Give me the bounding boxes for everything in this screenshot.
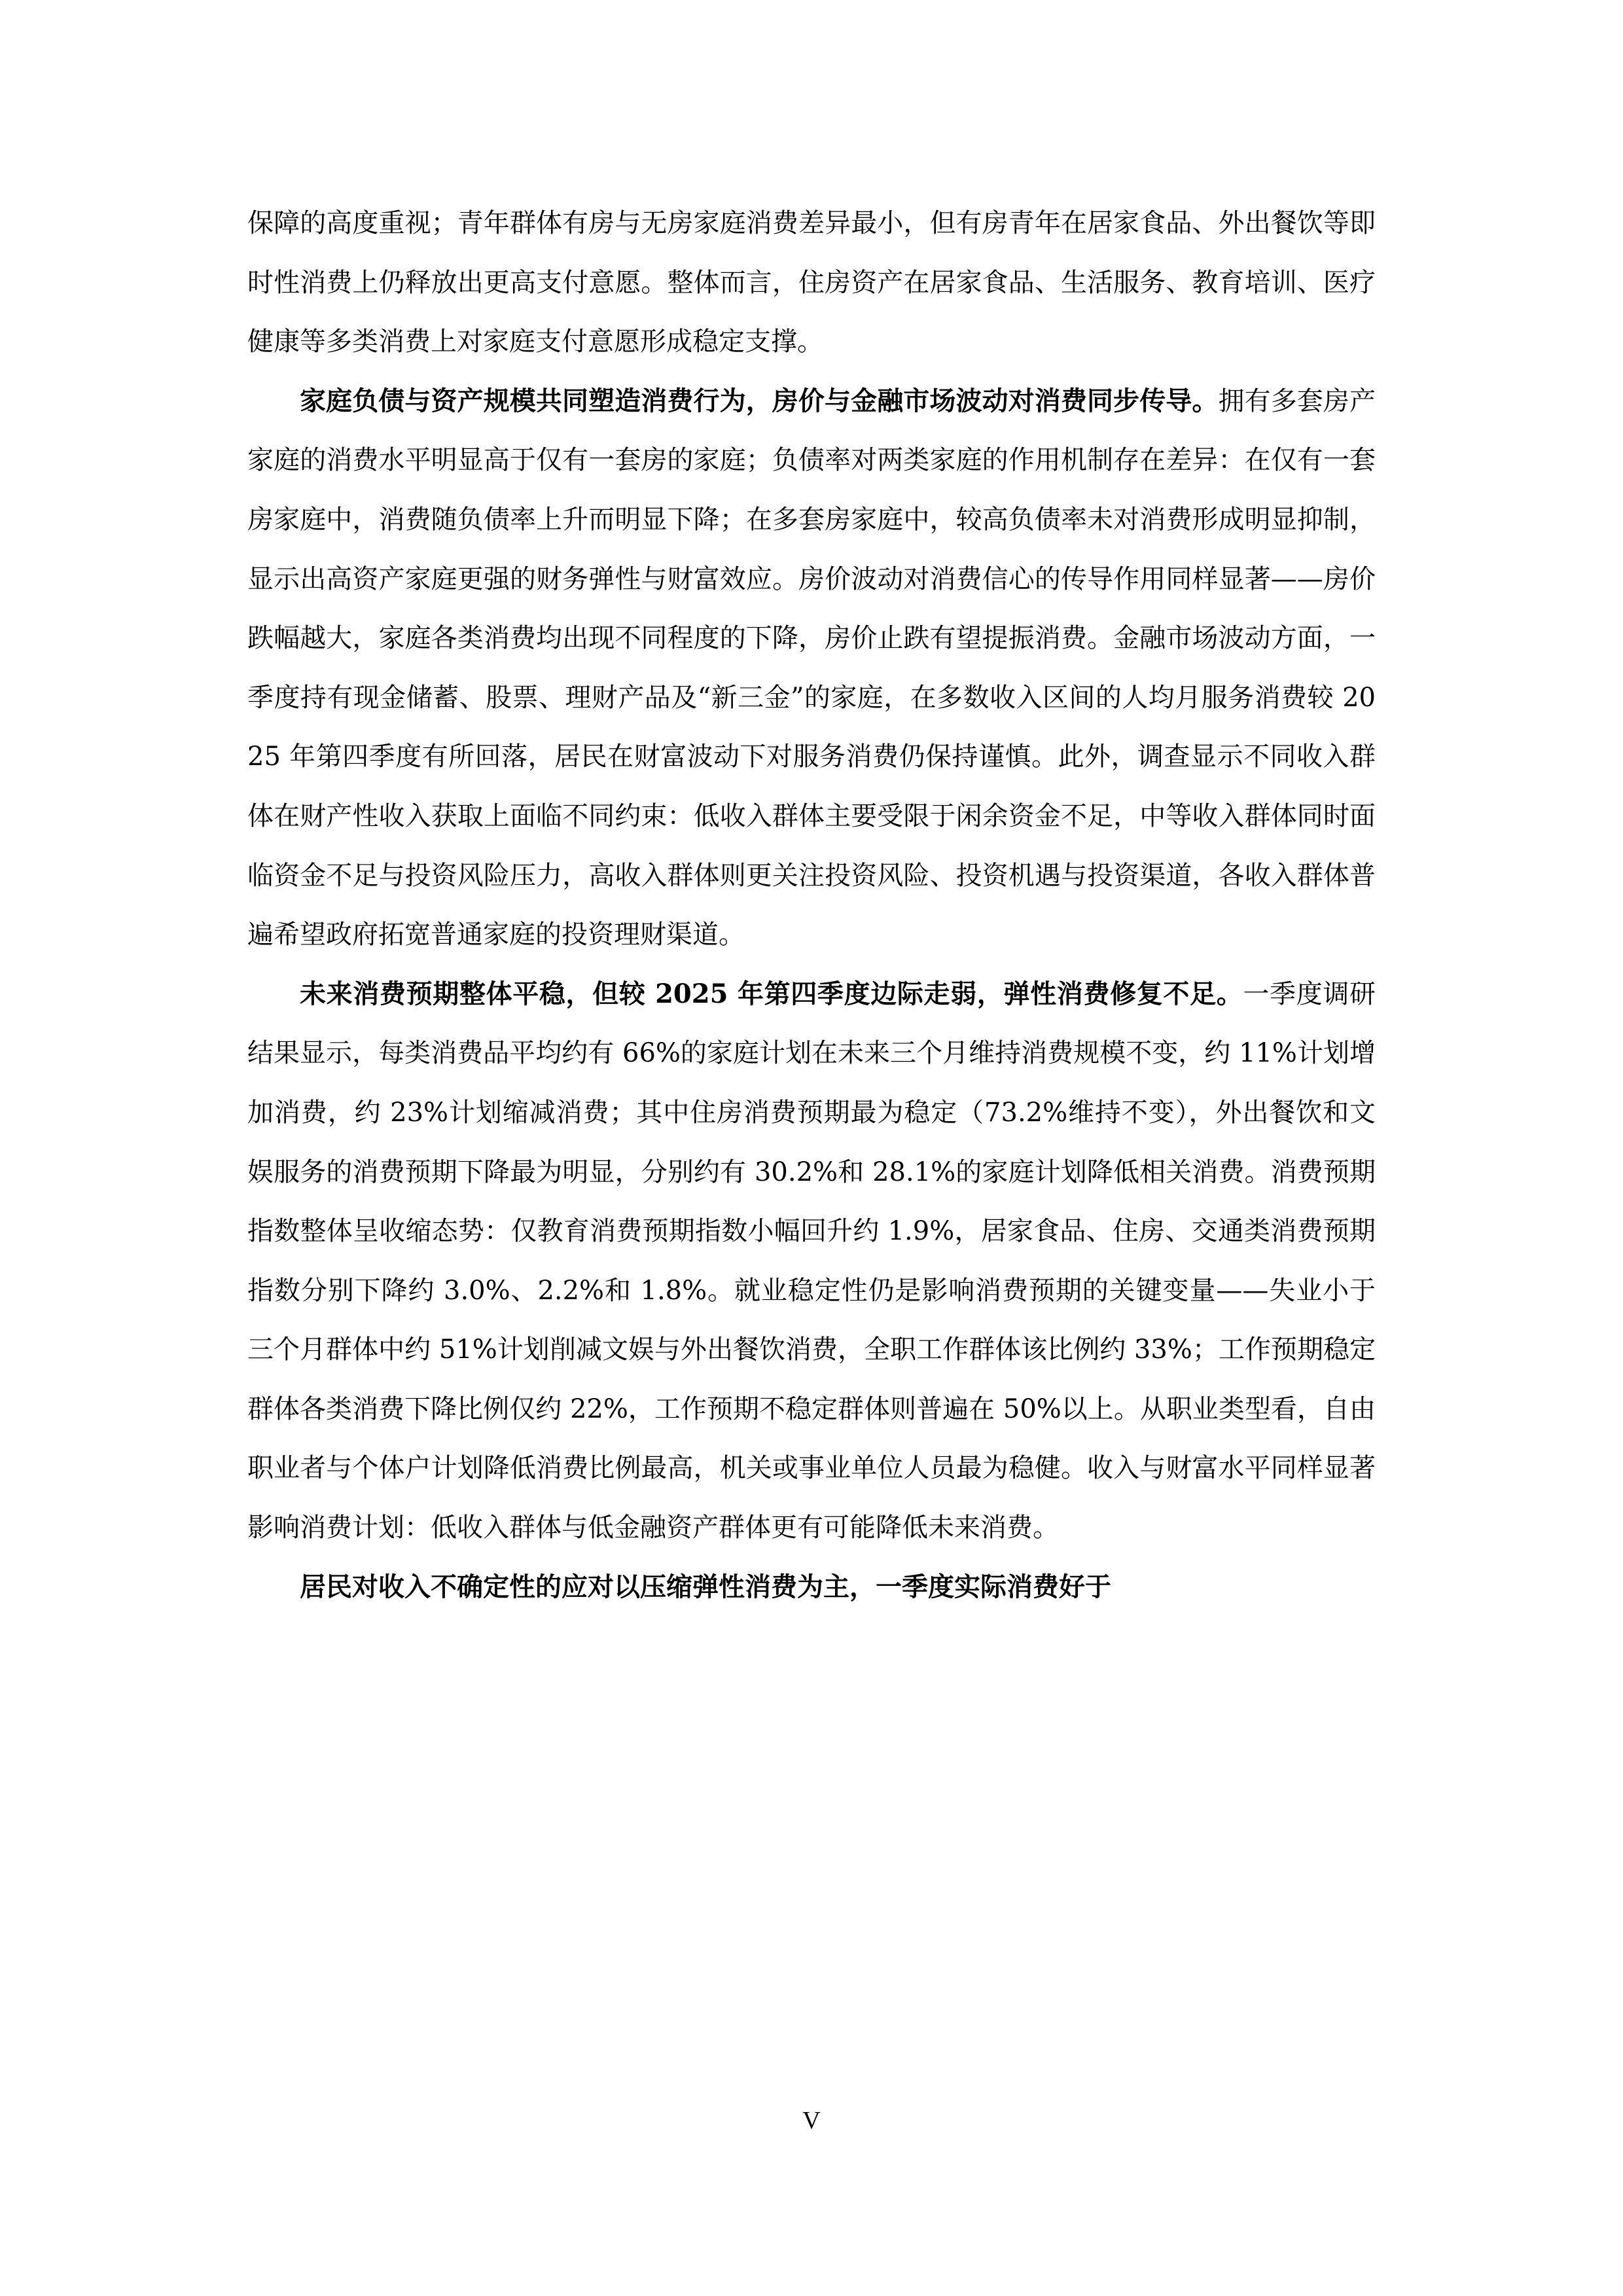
paragraph-lead: 家庭负债与资产规模共同塑造消费行为，房价与金融市场波动对消费同步传导。 [300, 385, 1219, 416]
body-text [247, 194, 1376, 1617]
paragraph-body: 一季度调研结果显示，每类消费品平均约有 66%的家庭计划在未来三个月维持消费规模不变，约 11%计划增加消费，约 23%计划缩减消费；其中住房消费预期最为稳定（73.2%维持不变），外出餐饮和文娱服务的消费预期下降最为明显，分别约有 30.2%和 28.1%的家庭计划降低相关消费。消费预期指数整体呈收缩态势：仅教育消费预期指数小幅回升约 1.9%，居家食品、住房、交通类消费预期指数分别下降约 3.0%、2.2%和 1.8%。就业稳定性仍是影响消费预期的关键变量——失业小于三个月群体中约 51%计划削减文娱与外出餐饮消费，全职工作群体该比例约 33%；工作预期稳定群体各类消费下降比例仅约 22%，工作预期不稳定群体则普遍在 50%以上。从职业类型看，自由职业者与个体户计划降低消费比例最高，机关或事业单位人员最为稳健。收入与财富水平同样显著影响消费计划：低收入群体与低金融资产群体更有可能降低未来消费。 [247, 978, 1376, 1543]
paragraph-debt-assets [247, 372, 1376, 965]
paragraph-lead: 居民对收入不确定性的应对以压缩弹性消费为主，一季度实际消费好于 [300, 1571, 1111, 1602]
paragraph-income-uncertainty [247, 1558, 1376, 1617]
page-number: V [802, 2107, 821, 2134]
paragraph-body: 拥有多套房产家庭的消费水平明显高于仅有一套房的家庭；负债率对两类家庭的作用机制存在差异：在仅有一套房家庭中，消费随负债率上升而明显下降；在多套房家庭中，较高负债率未对消费形成明显抑制，显示出高资产家庭更强的财务弹性与财富效应。房价波动对消费信心的传导作用同样显著——房价跌幅越大，家庭各类消费均出现不同程度的下降，房价止跌有望提振消费。金融市场波动方面，一季度持有现金储蓄、股票、理财产品及“新三金”的家庭，在多数收入区间的人均月服务消费较 2025 年第四季度有所回落，居民在财富波动下对服务消费仍保持谨慎。此外，调查显示不同收入群体在财产性收入获取上面临不同约束：低收入群体主要受限于闲余资金不足，中等收入群体同时面临资金不足与投资风险压力，高收入群体则更关注投资风险、投资机遇与投资渠道，各收入群体普遍希望政府拓宽普通家庭的投资理财渠道。 [247, 386, 1376, 950]
paragraph-lead: 未来消费预期整体平稳，但较 2025 年第四季度边际走弱，弹性消费修复不足。 [300, 978, 1243, 1009]
paragraph-continuation [247, 194, 1376, 372]
paragraph-body: 保障的高度重视；青年群体有房与无房家庭消费差异最小，但有房青年在居家食品、外出餐饮等即时性消费上仍释放出更高支付意愿。整体而言，住房资产在居家食品、生活服务、教育培训、医疗健康等多类消费上对家庭支付意愿形成稳定支撑。 [247, 208, 1376, 357]
paragraph-consumption-expectation [247, 965, 1376, 1558]
